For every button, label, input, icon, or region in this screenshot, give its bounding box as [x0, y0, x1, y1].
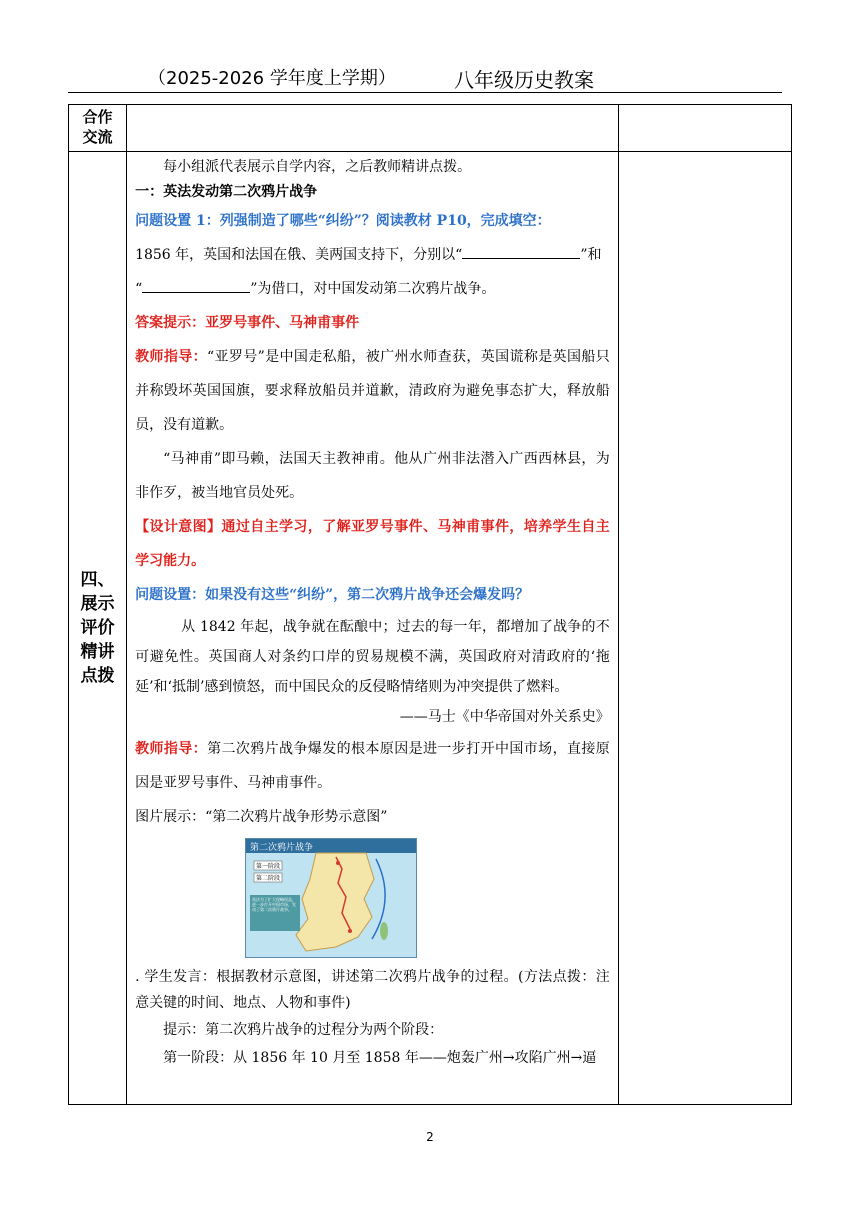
map-note: [252, 897, 298, 929]
fill-text: 1856 年，英国和法国在俄、美两国支持下，分别以“: [135, 247, 463, 263]
lesson-table: [68, 104, 792, 1105]
map-title: 第二次鸦片战争: [250, 843, 314, 853]
answer-hint: 答案提示：亚罗号事件、马神甫事件: [135, 315, 360, 331]
city-marker: [348, 929, 352, 933]
guidance-label: 教师指导：: [135, 741, 208, 757]
page-header: [68, 64, 782, 93]
guidance-text: “亚罗号”是中国走私船，被广州水师查获，英国谎称是英国船只并称毁坏英国国旗，要求释放船员并道歉，清政府为避免事态扩大，释放船员，没有道歉。: [135, 349, 610, 433]
fill-blank-line-1: [127, 238, 618, 272]
stage-one-paragraph: 第一阶段：从 1856 年 10 月至 1858 年——炮轰广州→攻陷广州→逼: [163, 1050, 597, 1066]
quote-text: 从 1842 年起，战争就在酝酿中；过去的每一年，都增加了战争的不可避免性。英国商人对条约口岸的贸易规模不满，英国政府对清政府的‘拖延’和‘抵制’感到愤怒，而中国民众的反侵略情绪则为冲突提供了燃料。: [135, 619, 610, 695]
map-note-text: 英法为了扩大侵略权益，进一步打开中国市场，发动了第二次鸦片战争。: [252, 897, 297, 912]
fill-text: ”为借口，对中国发动第二次鸦片战争。: [250, 281, 496, 297]
taiwan-shape: [380, 922, 388, 940]
row-label-cooperation: [69, 105, 127, 152]
table-row-cooperation: [69, 105, 792, 152]
quote-source: ——马士《中华帝国对外关系史》: [399, 709, 610, 725]
cooperation-notes-cell: [618, 105, 791, 152]
blank-1: [462, 244, 580, 259]
fill-text: “: [135, 281, 143, 297]
course-title: 八年级历史教案: [454, 68, 594, 92]
row-label-presentation: [69, 152, 127, 1105]
question-2: 问题设置：如果没有这些“纠纷”，第二次鸦片战争还会爆发吗？: [135, 587, 530, 603]
paragraph-intro: 每小组派代表展示自学内容，之后教师精讲点拨。: [163, 159, 472, 175]
paragraph-ma: “马神甫”即马赖，法国天主教神甫。他从广州非法潜入广西西林县，为非作歹，被当地官员处死。: [135, 451, 610, 501]
guidance-label: 教师指导：: [135, 349, 207, 365]
map-svg: [246, 839, 416, 957]
image-caption: 图片展示：“第二次鸦片战争形势示意图”: [135, 809, 388, 825]
teacher-guidance-2: [127, 732, 618, 800]
fill-text: ”和: [580, 247, 602, 263]
hint-paragraph: 提示：第二次鸦片战争的过程分为两个阶段：: [163, 1022, 444, 1038]
student-speech: . 学生发言：根据教材示意图，讲述第二次鸦片战争的过程。(方法点拨：注意关键的时间、地点、人物和事件): [135, 969, 610, 1011]
row-label-text: 四、 展示 评价 精讲 点拨: [80, 570, 115, 686]
design-intent: 【设计意图】通过自主学习，了解亚罗号事件、马神甫事件，培养学生自主学习能力。: [135, 519, 610, 569]
row-label-text: 合作 交流: [82, 108, 113, 146]
cooperation-content-cell: [127, 105, 619, 152]
mainland-shape: [296, 853, 374, 951]
presentation-content-cell: [127, 152, 619, 1105]
section-heading: 一：英法发动第二次鸦片战争: [135, 184, 318, 200]
guidance-text: 第二次鸦片战争爆发的根本原因是进一步打开中国市场，直接原因是亚罗号事件、马神甫事件。: [135, 741, 610, 791]
legend-text-2: 第二阶段: [256, 875, 281, 882]
question-1: 问题设置 1：列强制造了哪些“纠纷”？阅读教材 P10，完成填空：: [135, 213, 551, 229]
war-map-image: [245, 838, 417, 958]
blank-2: [142, 278, 250, 293]
legend-text-1: 第一阶段: [256, 863, 281, 870]
fill-blank-line-2: [127, 272, 618, 306]
table-row-presentation: [69, 152, 792, 1105]
page-number: 2: [426, 1130, 434, 1144]
teacher-guidance-1: [127, 340, 618, 442]
term-label: （2025-2026 学年度上学期）: [148, 68, 396, 89]
presentation-notes-cell: [618, 152, 791, 1105]
city-marker: [336, 861, 340, 865]
